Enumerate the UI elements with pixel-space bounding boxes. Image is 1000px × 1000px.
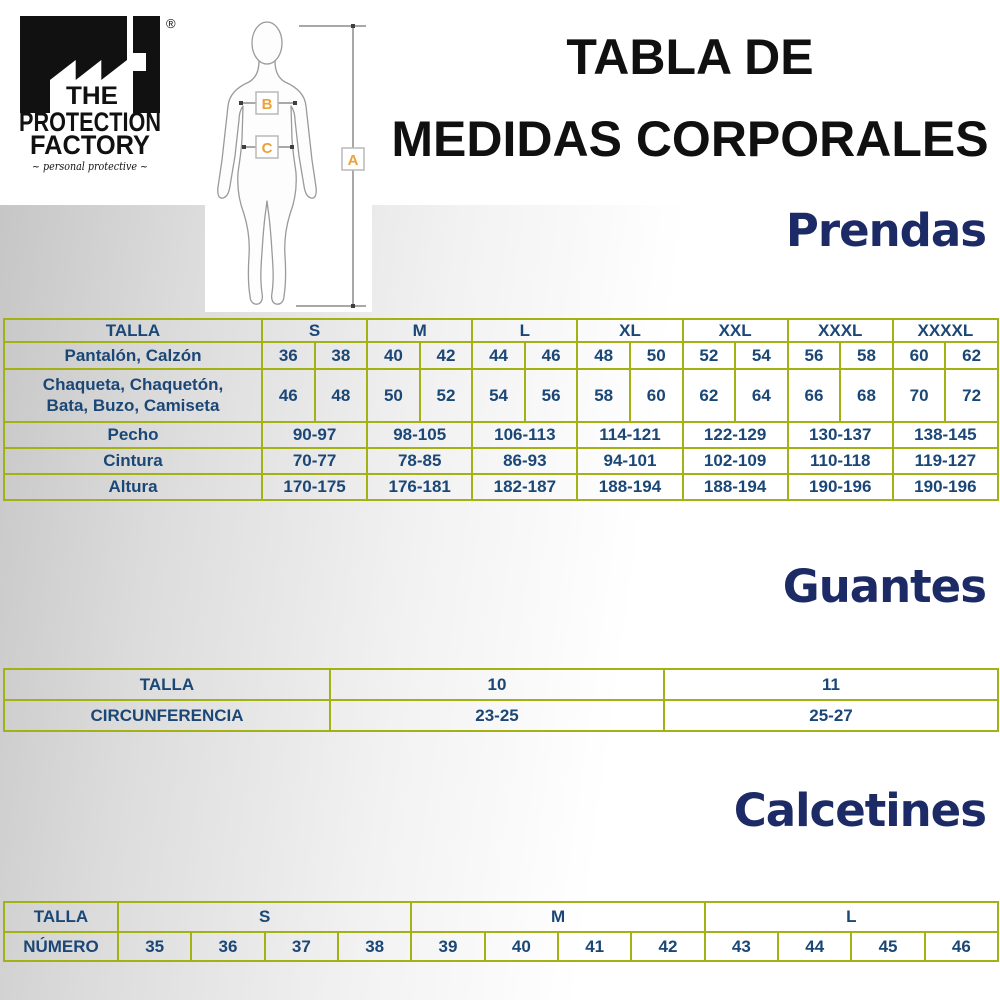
range-cell: 90-97 [262,422,367,448]
body-silhouette-icon [205,8,372,312]
size-header-cell: S [262,319,367,342]
range-cell: 138-145 [893,422,998,448]
prendas-header-row [4,319,998,342]
value-cell: 70 [893,369,946,422]
brand-line-factory: FACTORY [30,130,150,160]
value-cell: 50 [630,342,683,369]
value-cell: 48 [577,342,630,369]
prendas-size-table [3,318,999,501]
value-cell: 42 [631,932,704,961]
page-title [388,16,992,180]
guantes-talla-row [4,669,998,700]
value-cell: 62 [945,342,998,369]
row-cintura [4,448,998,474]
body-measurement-diagram [205,8,372,312]
chest-left-dot [239,101,243,105]
value-cell: 50 [367,369,420,422]
calcetines-size-table [3,901,999,962]
value-cell: 11 [664,669,998,700]
value-cell: 52 [683,342,736,369]
size-header-cell: XXXL [788,319,893,342]
row-label: Altura [4,474,262,500]
range-cell: 119-127 [893,448,998,474]
size-header-cell: XXXXL [893,319,998,342]
range-cell: 114-121 [577,422,682,448]
row-pecho [4,422,998,448]
title-line-2: MEDIDAS CORPORALES [391,111,989,167]
value-cell: 60 [893,342,946,369]
value-cell: 56 [525,369,578,422]
size-header-cell: XL [577,319,682,342]
range-cell: 86-93 [472,448,577,474]
row-label-line-1: Chaqueta, Chaquetón, [42,375,224,395]
size-header-cell: S [118,902,411,932]
value-cell: 60 [630,369,683,422]
value-cell: 58 [840,342,893,369]
value-cell: 45 [851,932,924,961]
value-cell: 38 [338,932,411,961]
value-cell: 68 [840,369,893,422]
range-cell: 188-194 [577,474,682,500]
brand-line-protection: PROTECTION [19,107,161,137]
range-cell: 70-77 [262,448,367,474]
value-cell: 42 [420,342,473,369]
brand-tagline: ~ personal protective ~ [32,160,148,173]
range-cell: 98-105 [367,422,472,448]
value-cell: 54 [735,342,788,369]
value-cell: 62 [683,369,736,422]
guantes-circunferencia-row [4,700,998,731]
brand-line-the: THE [66,82,118,110]
row-pantalon [4,342,998,369]
row-label: TALLA [4,669,330,700]
range-cell: 170-175 [262,474,367,500]
value-cell: 54 [472,369,525,422]
range-cell: 110-118 [788,448,893,474]
row-label: Cintura [4,448,262,474]
value-cell: 36 [262,342,315,369]
value-cell: 40 [367,342,420,369]
range-cell: 182-187 [472,474,577,500]
value-cell: 23-25 [330,700,664,731]
calcetines-numero-row [4,932,998,961]
value-cell: 56 [788,342,841,369]
row-label-line-2: Bata, Buzo, Camiseta [46,395,220,415]
row-altura [4,474,998,500]
value-cell: 43 [705,932,778,961]
waist-label: C [261,140,273,157]
value-cell: 44 [472,342,525,369]
value-cell: 66 [788,369,841,422]
value-cell: 40 [485,932,558,961]
value-cell: 46 [262,369,315,422]
value-cell: 25-27 [664,700,998,731]
section-heading-prendas: Prendas [785,204,986,257]
size-header-cell: L [472,319,577,342]
value-cell: 48 [315,369,368,422]
row-label: Pantalón, Calzón [4,342,262,369]
value-cell: 38 [315,342,368,369]
row-label: NÚMERO [4,932,118,961]
row-label [4,369,262,422]
height-bottom-dot [351,304,355,308]
range-cell: 176-181 [367,474,472,500]
row-label: Pecho [4,422,262,448]
value-cell: 10 [330,669,664,700]
talla-corner-cell: TALLA [4,319,262,342]
value-cell: 58 [577,369,630,422]
range-cell: 188-194 [683,474,788,500]
value-cell: 35 [118,932,191,961]
value-cell: 46 [525,342,578,369]
range-cell: 94-101 [577,448,682,474]
chest-label: B [261,96,273,113]
range-cell: 102-109 [683,448,788,474]
section-heading-calcetines: Calcetines [733,784,986,837]
range-cell: 190-196 [788,474,893,500]
waist-right-dot [290,145,294,149]
row-label: TALLA [4,902,118,932]
value-cell: 41 [558,932,631,961]
value-cell: 46 [925,932,998,961]
value-cell: 52 [420,369,473,422]
value-cell: 44 [778,932,851,961]
calcetines-talla-row [4,902,998,932]
size-header-cell: L [705,902,998,932]
chest-right-dot [293,101,297,105]
section-heading-guantes: Guantes [782,560,986,613]
value-cell: 64 [735,369,788,422]
registered-mark: ® [166,16,176,31]
range-cell: 130-137 [788,422,893,448]
brand-logo [14,8,184,188]
range-cell: 78-85 [367,448,472,474]
row-label: CIRCUNFERENCIA [4,700,330,731]
value-cell: 72 [945,369,998,422]
height-top-dot [351,24,355,28]
value-cell: 37 [265,932,338,961]
range-cell: 122-129 [683,422,788,448]
size-header-cell: XXL [683,319,788,342]
waist-left-dot [242,145,246,149]
range-cell: 106-113 [472,422,577,448]
size-header-cell: M [411,902,704,932]
range-cell: 190-196 [893,474,998,500]
row-chaqueta [4,369,998,422]
value-cell: 36 [191,932,264,961]
height-label: A [347,152,359,169]
guantes-size-table [3,668,999,732]
value-cell: 39 [411,932,484,961]
size-header-cell: M [367,319,472,342]
head-outline [252,22,282,64]
title-line-1: TABLA DE [566,29,814,85]
factory-bar-notch [133,53,146,71]
